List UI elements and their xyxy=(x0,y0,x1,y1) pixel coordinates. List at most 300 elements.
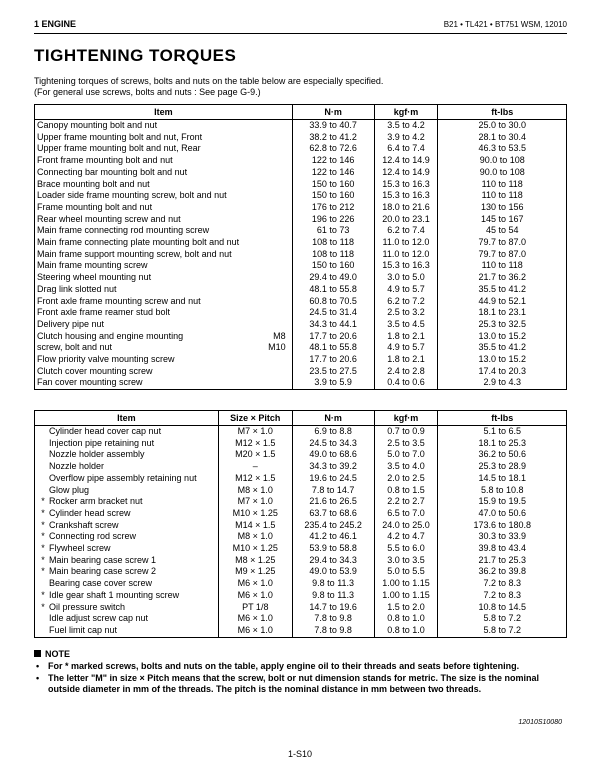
cell-kgfm: 3.9 to 4.2 xyxy=(374,132,438,144)
cell-kgfm: 1.8 to 2.1 xyxy=(374,331,438,343)
item-size: M8 xyxy=(273,330,286,341)
item-name: Main bearing case screw 1 xyxy=(49,554,157,565)
table-row xyxy=(35,473,567,485)
column-header-item: Item xyxy=(35,105,293,120)
item-name: Delivery pipe nut xyxy=(37,318,105,329)
table-row xyxy=(35,167,567,179)
item-name: Canopy mounting bolt and nut xyxy=(37,120,158,130)
cell-kgfm: 0.8 to 1.0 xyxy=(374,613,438,625)
cell-item xyxy=(35,520,219,532)
cell-item xyxy=(35,602,219,614)
cell-item xyxy=(35,155,293,167)
torque-table-general-body xyxy=(35,120,567,390)
cell-nm: 19.6 to 24.5 xyxy=(292,473,374,485)
table-row xyxy=(35,520,567,532)
table-row xyxy=(35,590,567,602)
cell-item xyxy=(35,508,219,520)
item-size: M10 xyxy=(268,342,286,353)
cell-nm: 34.3 to 39.2 xyxy=(292,461,374,473)
item-name: Rocker arm bracket nut xyxy=(49,496,143,507)
cell-size-pitch: M8 × 1.25 xyxy=(218,555,292,567)
cell-kgfm: 5.0 to 5.5 xyxy=(374,566,438,578)
cell-ftlbs: 18.1 to 23.1 xyxy=(438,307,567,319)
cell-nm: 62.8 to 72.6 xyxy=(292,143,374,155)
cell-ftlbs: 25.0 to 30.0 xyxy=(438,120,567,132)
item-name: Main frame connecting plate mounting bolt and nut xyxy=(37,237,240,248)
cell-ftlbs: 17.4 to 20.3 xyxy=(438,366,567,378)
cell-item xyxy=(35,555,219,567)
cell-item xyxy=(35,272,293,284)
table-row xyxy=(35,354,567,366)
cell-ftlbs: 21.7 to 36.2 xyxy=(438,272,567,284)
item-name: Rear wheel mounting screw and nut xyxy=(37,213,181,224)
cell-item xyxy=(35,202,293,214)
cell-kgfm: 2.5 to 3.5 xyxy=(374,438,438,450)
cell-item xyxy=(35,485,219,497)
cell-ftlbs: 47.0 to 50.6 xyxy=(438,508,567,520)
oil-mark: * xyxy=(41,507,45,518)
column-header-nm: N·m xyxy=(292,411,374,426)
item-name: screw, bolt and nut xyxy=(37,342,113,353)
table-row xyxy=(35,543,567,555)
column-header-nm: N·m xyxy=(292,105,374,120)
manual-reference: B21 • TL421 • BT751 WSM, 12010 xyxy=(443,20,567,29)
table-row xyxy=(35,625,567,637)
cell-size-pitch: – xyxy=(218,461,292,473)
page-header xyxy=(34,19,567,32)
table-row xyxy=(35,225,567,237)
item-name: Main frame connecting rod mounting screw xyxy=(37,225,210,236)
note-text: The letter "M" in size × Pitch means that the screw, bolt or nut dimension stands for metric. The size is the nominal outside diameter in mm of the threads. The pitch is the nominal distance in mm between two threads. xyxy=(48,673,540,694)
item-name: Nozzle holder assembly xyxy=(49,449,145,460)
cell-item xyxy=(35,438,219,450)
cell-kgfm: 4.9 to 5.7 xyxy=(374,284,438,296)
cell-kgfm: 3.0 to 3.5 xyxy=(374,555,438,567)
item-name: Loader side frame mounting screw, bolt and nut xyxy=(37,190,227,201)
note-square-icon xyxy=(34,650,41,657)
oil-mark: * xyxy=(41,554,45,565)
item-name: Cylinder head screw xyxy=(49,507,131,518)
cell-item xyxy=(35,284,293,296)
item-name: Drag link slotted nut xyxy=(37,283,117,294)
cell-item xyxy=(35,307,293,319)
oil-mark: * xyxy=(41,589,45,600)
oil-mark: * xyxy=(41,531,45,542)
cell-size-pitch: M20 × 1.5 xyxy=(218,449,292,461)
cell-item xyxy=(35,237,293,249)
cell-nm: 9.8 to 11.3 xyxy=(292,578,374,590)
header-divider xyxy=(34,33,567,34)
cell-nm: 53.9 to 58.8 xyxy=(292,543,374,555)
cell-ftlbs: 14.5 to 18.1 xyxy=(438,473,567,485)
cell-ftlbs: 36.2 to 50.6 xyxy=(438,449,567,461)
cell-size-pitch: M10 × 1.25 xyxy=(218,508,292,520)
cell-nm: 122 to 146 xyxy=(292,167,374,179)
oil-mark: * xyxy=(41,496,45,507)
cell-kgfm: 3.5 to 4.2 xyxy=(374,120,438,132)
note-item xyxy=(34,673,567,695)
table-row xyxy=(35,342,567,354)
table-row xyxy=(35,426,567,438)
cell-nm: 150 to 160 xyxy=(292,190,374,202)
cell-ftlbs: 173.6 to 180.8 xyxy=(438,520,567,532)
cell-kgfm: 0.8 to 1.5 xyxy=(374,485,438,497)
cell-size-pitch: PT 1/8 xyxy=(218,602,292,614)
cell-kgfm: 6.5 to 7.0 xyxy=(374,508,438,520)
cell-kgfm: 0.7 to 0.9 xyxy=(374,426,438,438)
cell-ftlbs: 25.3 to 28.9 xyxy=(438,461,567,473)
table-row xyxy=(35,249,567,261)
cell-nm: 235.4 to 245.2 xyxy=(292,520,374,532)
cell-item xyxy=(35,449,219,461)
table-row xyxy=(35,377,567,389)
table-row xyxy=(35,496,567,508)
cell-ftlbs: 90.0 to 108 xyxy=(438,155,567,167)
item-name: Steering wheel mounting nut xyxy=(37,272,152,283)
cell-nm: 14.7 to 19.6 xyxy=(292,602,374,614)
item-name: Cylinder head cover cap nut xyxy=(49,426,162,436)
cell-ftlbs: 2.9 to 4.3 xyxy=(438,377,567,389)
cell-ftlbs: 46.3 to 53.5 xyxy=(438,143,567,155)
cell-nm: 33.9 to 40.7 xyxy=(292,120,374,132)
cell-ftlbs: 18.1 to 25.3 xyxy=(438,438,567,450)
note-text: For * marked screws, bolts and nuts on the table, apply engine oil to their threads and seats before tightening. xyxy=(48,661,520,671)
cell-item xyxy=(35,461,219,473)
cell-nm: 24.5 to 34.3 xyxy=(292,438,374,450)
cell-kgfm: 3.5 to 4.5 xyxy=(374,319,438,331)
cell-ftlbs: 39.8 to 43.4 xyxy=(438,543,567,555)
cell-item xyxy=(35,473,219,485)
page-number: 1-S10 xyxy=(287,749,313,759)
cell-ftlbs: 10.8 to 14.5 xyxy=(438,602,567,614)
oil-mark: * xyxy=(41,566,45,577)
table-row xyxy=(35,155,567,167)
table-row xyxy=(35,190,567,202)
cell-item xyxy=(35,426,219,438)
item-name: Brace mounting bolt and nut xyxy=(37,178,150,189)
cell-nm: 108 to 118 xyxy=(292,249,374,261)
intro-line: (For general use screws, bolts and nuts : See page G-9.) xyxy=(34,87,261,97)
cell-item xyxy=(35,531,219,543)
cell-nm: 23.5 to 27.5 xyxy=(292,366,374,378)
torque-table-engine xyxy=(34,410,567,638)
table-row xyxy=(35,120,567,132)
cell-size-pitch: M8 × 1.0 xyxy=(218,531,292,543)
cell-ftlbs: 90.0 to 108 xyxy=(438,167,567,179)
cell-item xyxy=(35,120,293,132)
cell-item xyxy=(35,331,293,343)
cell-kgfm: 12.4 to 14.9 xyxy=(374,155,438,167)
note-item xyxy=(34,661,567,672)
cell-nm: 49.0 to 53.9 xyxy=(292,566,374,578)
cell-item xyxy=(35,543,219,555)
cell-kgfm: 20.0 to 23.1 xyxy=(374,214,438,226)
section-label: 1 ENGINE xyxy=(34,19,77,29)
cell-nm: 34.3 to 44.1 xyxy=(292,319,374,331)
cell-kgfm: 0.4 to 0.6 xyxy=(374,377,438,389)
cell-nm: 29.4 to 34.3 xyxy=(292,555,374,567)
item-name: Fuel limit cap nut xyxy=(49,624,118,635)
cell-kgfm: 5.5 to 6.0 xyxy=(374,543,438,555)
item-name: Main frame support mounting screw, bolt and nut xyxy=(37,248,232,259)
cell-size-pitch: M7 × 1.0 xyxy=(218,496,292,508)
cell-kgfm: 2.2 to 2.7 xyxy=(374,496,438,508)
cell-nm: 7.8 to 14.7 xyxy=(292,485,374,497)
cell-item xyxy=(35,225,293,237)
cell-size-pitch: M6 × 1.0 xyxy=(218,590,292,602)
cell-nm: 48.1 to 55.8 xyxy=(292,284,374,296)
cell-item xyxy=(35,132,293,144)
table-row xyxy=(35,331,567,343)
table-row xyxy=(35,578,567,590)
column-header-kgfm: kgf·m xyxy=(374,411,438,426)
table-row xyxy=(35,214,567,226)
cell-size-pitch: M12 × 1.5 xyxy=(218,473,292,485)
cell-item xyxy=(35,179,293,191)
column-header-ftlbs: ft-lbs xyxy=(438,105,567,120)
item-name: Fan cover mounting screw xyxy=(37,377,143,388)
cell-ftlbs: 15.9 to 19.5 xyxy=(438,496,567,508)
table-row xyxy=(35,508,567,520)
bullet-icon: • xyxy=(36,673,40,683)
oil-mark: * xyxy=(41,543,45,554)
table-row xyxy=(35,449,567,461)
table-row xyxy=(35,319,567,331)
cell-nm: 24.5 to 31.4 xyxy=(292,307,374,319)
cell-ftlbs: 21.7 to 25.3 xyxy=(438,555,567,567)
cell-nm: 49.0 to 68.6 xyxy=(292,449,374,461)
cell-kgfm: 3.0 to 5.0 xyxy=(374,272,438,284)
item-name: Front frame mounting bolt and nut xyxy=(37,155,173,166)
cell-item xyxy=(35,590,219,602)
cell-nm: 6.9 to 8.8 xyxy=(292,426,374,438)
cell-kgfm: 6.4 to 7.4 xyxy=(374,143,438,155)
cell-item xyxy=(35,625,219,637)
cell-item xyxy=(35,190,293,202)
cell-nm: 17.7 to 20.6 xyxy=(292,331,374,343)
cell-ftlbs: 79.7 to 87.0 xyxy=(438,249,567,261)
cell-ftlbs: 28.1 to 30.4 xyxy=(438,132,567,144)
cell-nm: 41.2 to 46.1 xyxy=(292,531,374,543)
cell-kgfm: 1.00 to 1.15 xyxy=(374,590,438,602)
cell-size-pitch: M9 × 1.25 xyxy=(218,566,292,578)
item-name: Glow plug xyxy=(49,484,90,495)
cell-nm: 150 to 160 xyxy=(292,260,374,272)
item-name: Frame mounting bolt and nut xyxy=(37,201,153,212)
cell-nm: 38.2 to 41.2 xyxy=(292,132,374,144)
item-name: Upper frame mounting bolt and nut, Rear xyxy=(37,143,201,154)
column-header-ftlbs: ft-lbs xyxy=(438,411,567,426)
cell-nm: 29.4 to 49.0 xyxy=(292,272,374,284)
item-name: Idle adjust screw cap nut xyxy=(49,613,149,624)
cell-ftlbs: 110 to 118 xyxy=(438,179,567,191)
bullet-icon: • xyxy=(36,661,40,671)
column-header-kgfm: kgf·m xyxy=(374,105,438,120)
cell-kgfm: 15.3 to 16.3 xyxy=(374,190,438,202)
table-row xyxy=(35,438,567,450)
cell-ftlbs: 30.3 to 33.9 xyxy=(438,531,567,543)
cell-nm: 48.1 to 55.8 xyxy=(292,342,374,354)
cell-ftlbs: 35.5 to 41.2 xyxy=(438,342,567,354)
item-name: Front axle frame mounting screw and nut xyxy=(37,295,201,306)
cell-ftlbs: 25.3 to 32.5 xyxy=(438,319,567,331)
cell-item xyxy=(35,496,219,508)
cell-ftlbs: 7.2 to 8.3 xyxy=(438,578,567,590)
cell-ftlbs: 5.8 to 7.2 xyxy=(438,613,567,625)
item-name: Bearing case cover screw xyxy=(49,578,153,589)
cell-kgfm: 24.0 to 25.0 xyxy=(374,520,438,532)
item-name: Clutch cover mounting screw xyxy=(37,365,153,376)
cell-item xyxy=(35,296,293,308)
cell-kgfm: 4.9 to 5.7 xyxy=(374,342,438,354)
cell-nm: 122 to 146 xyxy=(292,155,374,167)
table-row xyxy=(35,132,567,144)
document-code: 12010S10080 xyxy=(518,719,562,726)
table-row xyxy=(35,366,567,378)
table-row xyxy=(35,284,567,296)
cell-ftlbs: 44.9 to 52.1 xyxy=(438,296,567,308)
cell-ftlbs: 13.0 to 15.2 xyxy=(438,354,567,366)
cell-nm: 9.8 to 11.3 xyxy=(292,590,374,602)
cell-nm: 7.8 to 9.8 xyxy=(292,613,374,625)
table-row xyxy=(35,307,567,319)
cell-size-pitch: M6 × 1.0 xyxy=(218,578,292,590)
cell-item xyxy=(35,613,219,625)
cell-kgfm: 2.4 to 2.8 xyxy=(374,366,438,378)
cell-nm: 7.8 to 9.8 xyxy=(292,625,374,637)
item-name: Connecting bar mounting bolt and nut xyxy=(37,166,188,177)
table-row xyxy=(35,296,567,308)
table-row xyxy=(35,179,567,191)
cell-ftlbs: 79.7 to 87.0 xyxy=(438,237,567,249)
cell-kgfm: 4.2 to 4.7 xyxy=(374,531,438,543)
table-row xyxy=(35,260,567,272)
item-name: Front axle frame reamer stud bolt xyxy=(37,307,171,318)
item-name: Crankshaft screw xyxy=(49,519,119,530)
item-name: Injection pipe retaining nut xyxy=(49,437,155,448)
cell-kgfm: 15.3 to 16.3 xyxy=(374,260,438,272)
cell-kgfm: 11.0 to 12.0 xyxy=(374,237,438,249)
table-row xyxy=(35,613,567,625)
cell-size-pitch: M8 × 1.0 xyxy=(218,485,292,497)
cell-nm: 63.7 to 68.6 xyxy=(292,508,374,520)
cell-nm: 21.6 to 26.5 xyxy=(292,496,374,508)
cell-ftlbs: 7.2 to 8.3 xyxy=(438,590,567,602)
cell-size-pitch: M7 × 1.0 xyxy=(218,426,292,438)
cell-ftlbs: 35.5 to 41.2 xyxy=(438,284,567,296)
cell-ftlbs: 36.2 to 39.8 xyxy=(438,566,567,578)
cell-item xyxy=(35,319,293,331)
column-header-item: Item xyxy=(35,411,219,426)
cell-kgfm: 2.5 to 3.2 xyxy=(374,307,438,319)
cell-ftlbs: 145 to 167 xyxy=(438,214,567,226)
table-row xyxy=(35,143,567,155)
cell-kgfm: 15.3 to 16.3 xyxy=(374,179,438,191)
page-title: TIGHTENING TORQUES xyxy=(34,46,237,65)
item-name: Upper frame mounting bolt and nut, Front xyxy=(37,131,203,142)
cell-nm: 150 to 160 xyxy=(292,179,374,191)
cell-ftlbs: 110 to 118 xyxy=(438,190,567,202)
cell-item xyxy=(35,260,293,272)
cell-kgfm: 12.4 to 14.9 xyxy=(374,167,438,179)
item-name: Overflow pipe assembly retaining nut xyxy=(49,472,197,483)
note-heading xyxy=(34,649,70,659)
torque-table-engine-body xyxy=(35,426,567,638)
table-row xyxy=(35,202,567,214)
cell-item xyxy=(35,566,219,578)
item-name: Connecting rod screw xyxy=(49,531,137,542)
note-list xyxy=(34,661,567,696)
cell-nm: 176 to 212 xyxy=(292,202,374,214)
cell-ftlbs: 110 to 118 xyxy=(438,260,567,272)
cell-kgfm: 6.2 to 7.2 xyxy=(374,296,438,308)
cell-nm: 196 to 226 xyxy=(292,214,374,226)
item-name: Flywheel screw xyxy=(49,543,111,554)
item-name: Oil pressure switch xyxy=(49,601,126,612)
cell-ftlbs: 130 to 156 xyxy=(438,202,567,214)
cell-ftlbs: 13.0 to 15.2 xyxy=(438,331,567,343)
cell-item xyxy=(35,167,293,179)
cell-size-pitch: M12 × 1.5 xyxy=(218,438,292,450)
cell-nm: 60.8 to 70.5 xyxy=(292,296,374,308)
cell-item xyxy=(35,214,293,226)
cell-kgfm: 1.8 to 2.1 xyxy=(374,354,438,366)
cell-item xyxy=(35,377,293,389)
note-title: NOTE xyxy=(45,649,71,659)
cell-kgfm: 18.0 to 21.6 xyxy=(374,202,438,214)
cell-ftlbs: 5.8 to 10.8 xyxy=(438,485,567,497)
column-header-size-pitch: Size × Pitch xyxy=(218,411,292,426)
item-name: Clutch housing and engine mounting xyxy=(37,330,184,341)
cell-kgfm: 0.8 to 1.0 xyxy=(374,625,438,637)
item-name: Main bearing case screw 2 xyxy=(49,566,157,577)
table-row xyxy=(35,531,567,543)
cell-nm: 3.9 to 5.9 xyxy=(292,377,374,389)
cell-kgfm: 5.0 to 7.0 xyxy=(374,449,438,461)
table-row xyxy=(35,555,567,567)
table-row xyxy=(35,237,567,249)
table-row xyxy=(35,461,567,473)
cell-item xyxy=(35,143,293,155)
intro-text xyxy=(34,76,383,98)
cell-kgfm: 1.00 to 1.15 xyxy=(374,578,438,590)
cell-kgfm: 1.5 to 2.0 xyxy=(374,602,438,614)
cell-ftlbs: 5.8 to 7.2 xyxy=(438,625,567,637)
oil-mark: * xyxy=(41,601,45,612)
item-name: Nozzle holder xyxy=(49,461,105,472)
cell-nm: 17.7 to 20.6 xyxy=(292,354,374,366)
cell-size-pitch: M14 × 1.5 xyxy=(218,520,292,532)
cell-nm: 108 to 118 xyxy=(292,237,374,249)
torque-table-general xyxy=(34,104,567,390)
cell-item xyxy=(35,366,293,378)
intro-line: Tightening torques of screws, bolts and nuts on the table below are especially specified. xyxy=(34,76,384,86)
cell-kgfm: 6.2 to 7.4 xyxy=(374,225,438,237)
oil-mark: * xyxy=(41,519,45,530)
cell-item xyxy=(35,342,293,354)
cell-kgfm: 2.0 to 2.5 xyxy=(374,473,438,485)
cell-size-pitch: M6 × 1.0 xyxy=(218,625,292,637)
cell-nm: 61 to 73 xyxy=(292,225,374,237)
cell-item xyxy=(35,354,293,366)
cell-item xyxy=(35,578,219,590)
table-row xyxy=(35,602,567,614)
table-row xyxy=(35,566,567,578)
item-name: Flow priority valve mounting screw xyxy=(37,354,175,365)
cell-kgfm: 11.0 to 12.0 xyxy=(374,249,438,261)
cell-ftlbs: 5.1 to 6.5 xyxy=(438,426,567,438)
item-name: Idle gear shaft 1 mounting screw xyxy=(49,589,180,600)
